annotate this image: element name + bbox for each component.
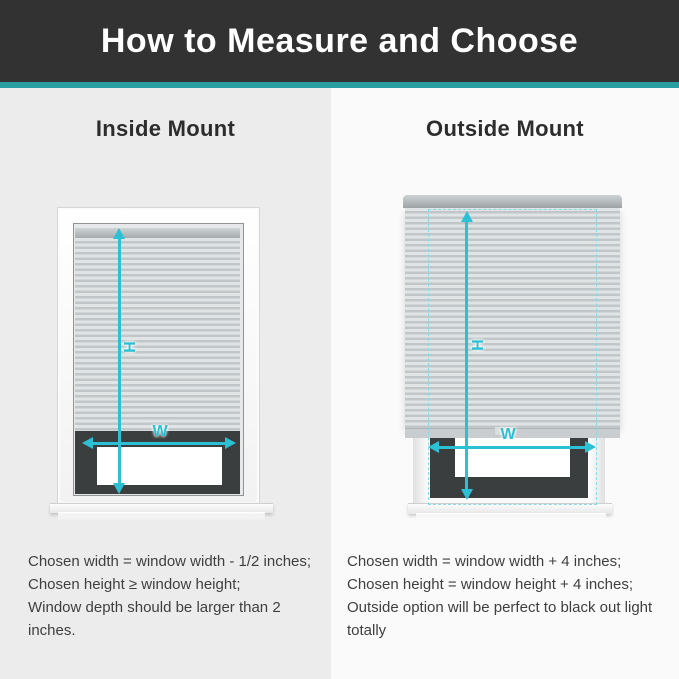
width-label: W — [152, 423, 168, 440]
inside-mount-notes — [28, 550, 324, 642]
width-arrowhead-right-icon — [585, 441, 596, 453]
height-label: H — [467, 339, 485, 351]
note-line: Chosen width = window width + 4 inches; — [347, 553, 622, 570]
shade-body — [75, 238, 240, 431]
window-apron — [58, 512, 265, 521]
width-label: W — [500, 426, 516, 443]
window-glass — [97, 447, 222, 485]
outside-mount-panel — [331, 88, 679, 679]
height-arrowhead-down-icon — [461, 489, 473, 500]
page-title: How to Measure and Choose — [100, 21, 579, 60]
inside-mount-panel — [0, 88, 331, 679]
note-line: Chosen height ≥ window height; — [28, 576, 241, 593]
height-arrow-line — [465, 221, 468, 490]
height-arrowhead-down-icon — [113, 483, 125, 494]
inside-mount-title: Inside Mount — [95, 116, 236, 141]
width-arrowhead-right-icon — [225, 437, 236, 449]
cellular-shade — [75, 228, 240, 431]
note-line: Outside option will be perfect to black out light totally — [347, 599, 653, 639]
width-arrow-line — [438, 446, 585, 449]
height-arrow-line — [118, 238, 121, 484]
note-line: Chosen height = window height + 4 inches; — [347, 576, 634, 593]
width-arrow-line — [92, 442, 225, 445]
window-recess — [73, 223, 244, 496]
note-line: Chosen width = window width - 1/2 inches; — [28, 553, 312, 570]
outside-mount-title: Outside Mount — [426, 116, 584, 141]
window-apron — [416, 513, 606, 522]
measurement-dashed-outline — [428, 209, 597, 505]
note-line: Window depth should be larger than 2 inches. — [28, 599, 281, 639]
outside-mount-notes — [347, 550, 673, 642]
header-banner — [0, 0, 679, 82]
shade-headrail — [403, 195, 622, 208]
height-label: H — [119, 341, 137, 353]
